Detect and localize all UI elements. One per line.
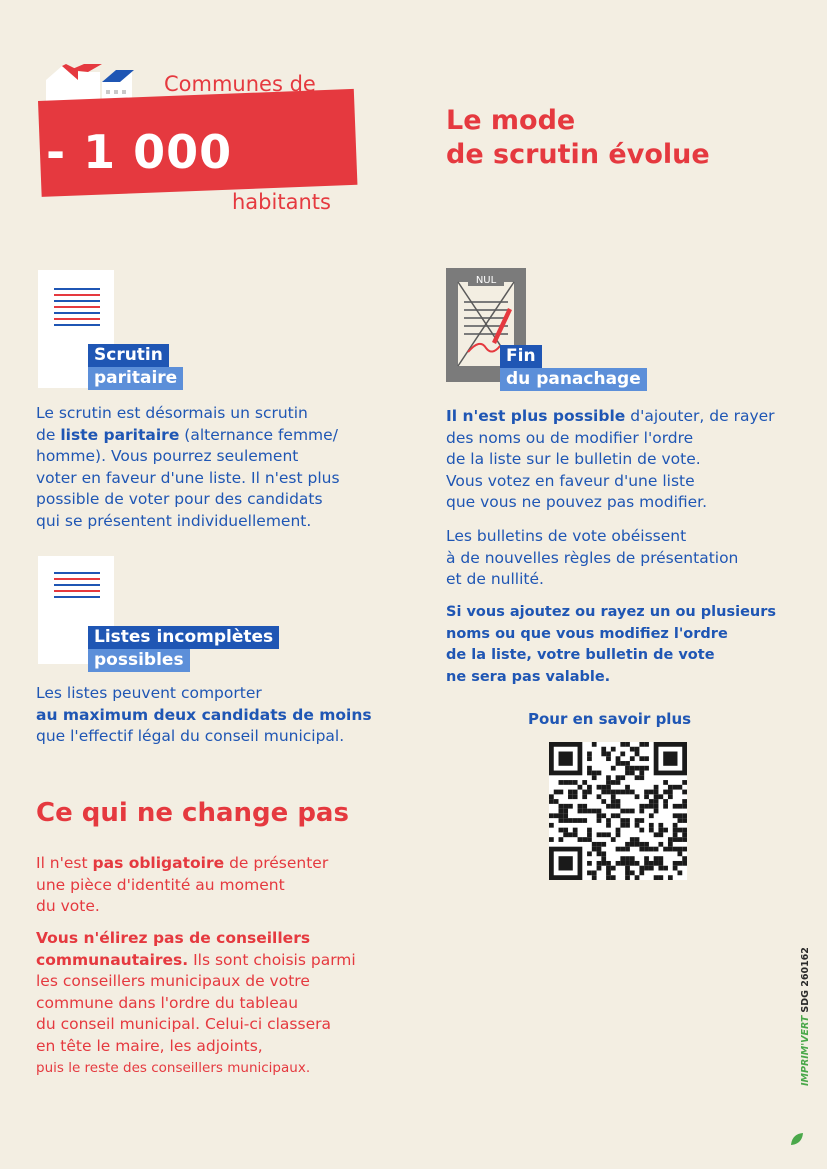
- imprint-reference: [800, 947, 811, 1086]
- text-line: Il n'est pas obligatoire de présenter: [36, 854, 329, 872]
- text-line: Le scrutin est désormais un scrutin: [36, 404, 308, 422]
- badge-line-1: Listes incomplètes: [88, 626, 279, 649]
- title-line-2: de scrutin évolue: [446, 139, 710, 170]
- text-line: Si vous ajoutez ou rayez un ou plusieurs: [446, 604, 777, 620]
- text-line: commune dans l'ordre du tableau: [36, 993, 299, 1012]
- text-line: de la liste, votre bulletin de vote: [446, 647, 715, 664]
- leaf-icon: [790, 1132, 804, 1146]
- text-line: des noms ou de modifier l'ordre: [446, 428, 694, 447]
- text-line: au maximum deux candidats de moins: [36, 705, 372, 724]
- title-line-1: Le mode: [446, 105, 576, 136]
- listes-incompletes-badge: [88, 626, 279, 672]
- communes-de-label: Communes de: [164, 72, 316, 96]
- conseillers-communautaires-text: [36, 928, 356, 1079]
- text-line: Vous votez en faveur d'une liste: [446, 471, 695, 490]
- text-line: en tête le maire, les adjoints,: [36, 1036, 263, 1055]
- text-line: puis le reste des conseillers municipaux.: [36, 1059, 311, 1076]
- badge-line-2: paritaire: [88, 367, 183, 390]
- text-line: du conseil municipal. Celui-ci classera: [36, 1015, 331, 1034]
- text-line: Les listes peuvent comporter: [36, 684, 262, 702]
- text-line: à de nouvelles règles de présentation: [446, 548, 739, 567]
- qr-code[interactable]: [549, 742, 687, 880]
- text-line: de liste paritaire (alternance femme/: [36, 425, 338, 444]
- bulletin-non-valable-text: [446, 602, 776, 688]
- text-line: du vote.: [36, 897, 100, 916]
- text-line: homme). Vous pourrez seulement: [36, 447, 299, 466]
- text-line: qui se présentent individuellement.: [36, 511, 312, 530]
- scrutin-paritaire-badge: [88, 344, 183, 390]
- badge-line-2: possibles: [88, 649, 190, 672]
- regles-bulletins-text: [446, 526, 738, 591]
- reference-code: SDG 260162: [800, 947, 811, 1013]
- habitants-label: habitants: [232, 190, 331, 214]
- badge-line-2: du panachage: [500, 368, 647, 391]
- pas-obligatoire-text: [36, 853, 328, 918]
- text-line: Il n'est plus possible d'ajouter, de rayer: [446, 407, 775, 425]
- text-line: les conseillers municipaux de votre: [36, 972, 310, 991]
- section-title-ce-qui-ne-change-pas: Ce qui ne change pas: [36, 798, 349, 828]
- badge-line-1: Scrutin: [88, 344, 169, 367]
- badge-line-1: Fin: [500, 345, 542, 368]
- text-line: que l'effectif légal du conseil municipal.: [36, 727, 345, 746]
- listes-incompletes-text: [36, 683, 372, 748]
- qr-title: Pour en savoir plus: [528, 710, 692, 728]
- text-line: de la liste sur le bulletin de vote.: [446, 450, 701, 469]
- scrutin-paritaire-text: [36, 403, 340, 533]
- fin-panachage-badge: [500, 345, 647, 391]
- text-line: une pièce d'identité au moment: [36, 875, 285, 894]
- text-line: voter en faveur d'une liste. Il n'est plus: [36, 468, 340, 487]
- text-line: Les bulletins de vote obéissent: [446, 527, 687, 545]
- text-line: communautaires. Ils sont choisis parmi: [36, 950, 356, 969]
- text-line: possible de voter pour des candidats: [36, 490, 323, 509]
- imprim-vert-logo: IMPRIM'VERT: [800, 1015, 811, 1086]
- text-line: noms ou que vous modifiez l'ordre: [446, 625, 728, 642]
- text-line: et de nullité.: [446, 570, 544, 589]
- page-title: [446, 104, 710, 172]
- text-line: ne sera pas valable.: [446, 668, 611, 685]
- text-line: Vous n'élirez pas de conseillers: [36, 929, 311, 947]
- nul-label: NUL: [475, 275, 497, 286]
- population-threshold: - 1 000: [46, 125, 233, 179]
- text-line: que vous ne pouvez pas modifier.: [446, 493, 708, 512]
- fin-panachage-text: [446, 406, 775, 514]
